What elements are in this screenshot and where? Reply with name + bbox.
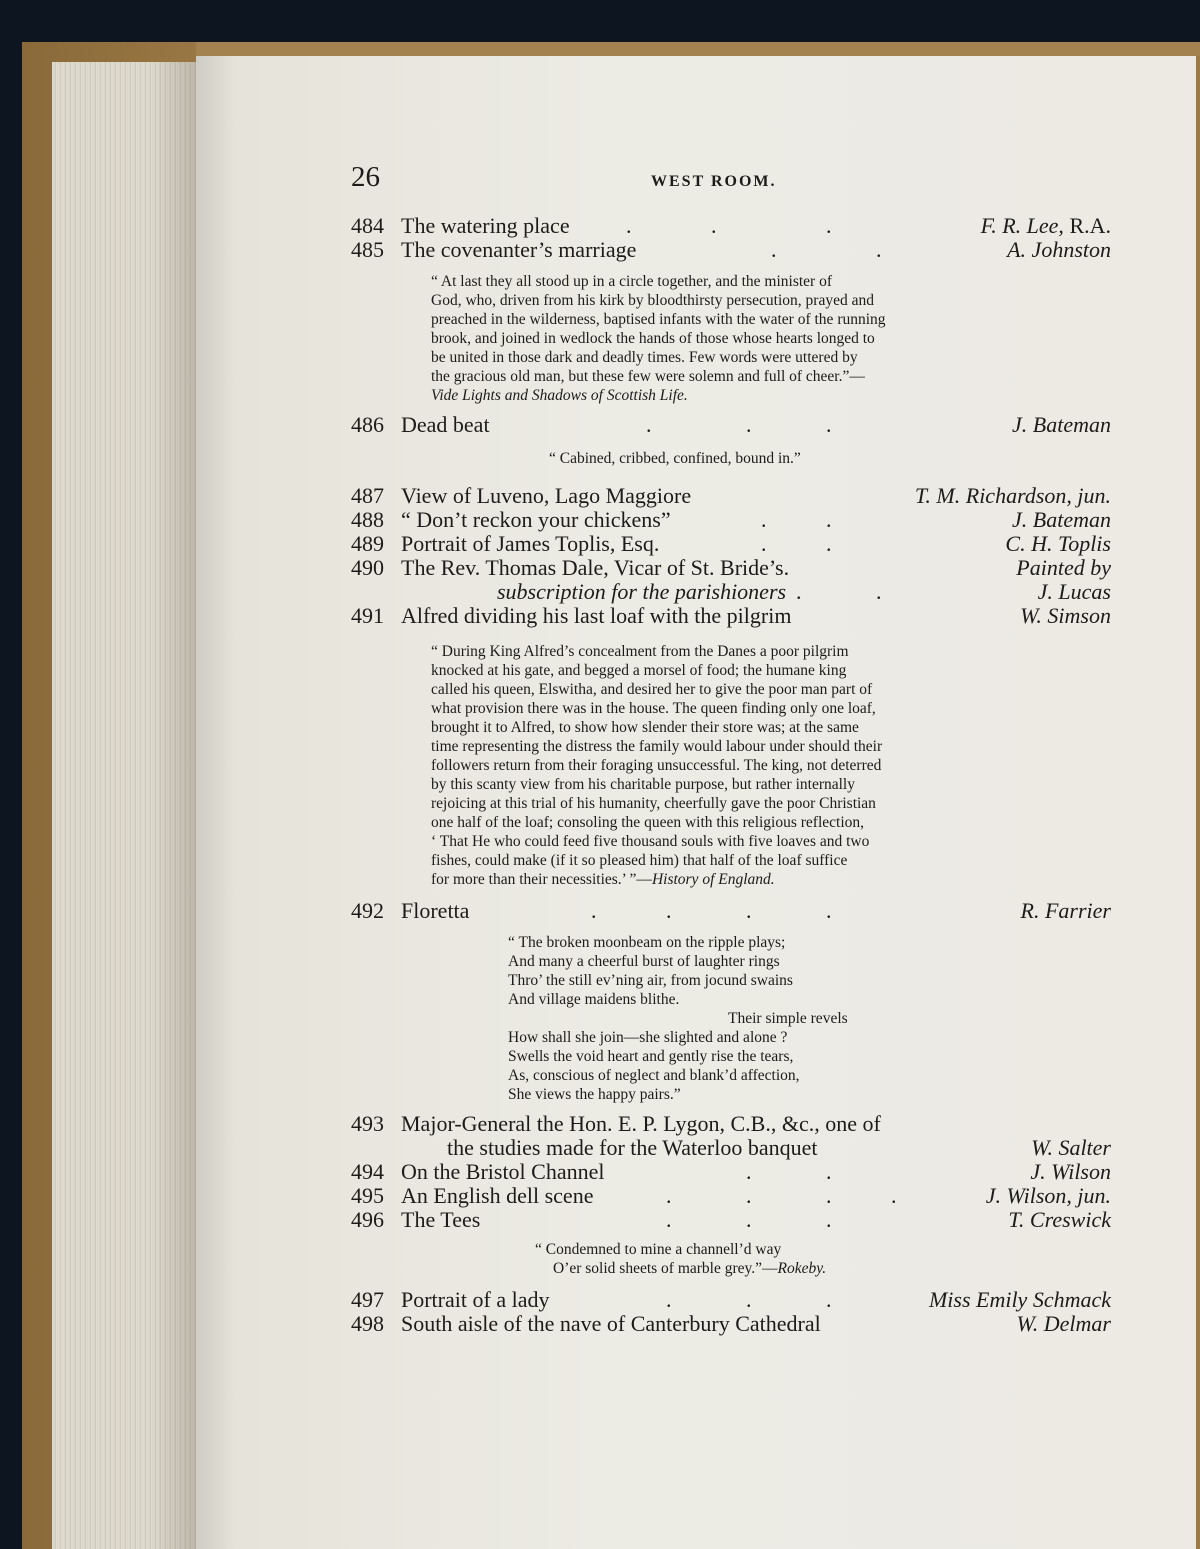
entry-artist: J. Lucas — [1037, 579, 1111, 604]
entry-title: South aisle of the nave of Canterbury Cathedral — [401, 1311, 821, 1336]
entry-493-continued — [351, 1136, 1111, 1160]
entry-number: 488 — [351, 507, 384, 532]
entry-artist: W. Salter — [1031, 1135, 1111, 1160]
quote-485: “ At last they all stood up in a circle together, and the minister of God, who, driven from his kirk by bloodthirsty persecution, prayed and preached in the wilderness, baptised infants with the water of the running brook, and joined in wedlock the hands of those whose hearts longed to be united in those dark and deadly times. Few words were uttered by the gracious old man, but these few were solemn and full of cheer.”— Vide Lights and Shadows of Scottish Life. — [431, 273, 886, 404]
entry-number: 489 — [351, 531, 384, 556]
catalogue-entries — [351, 214, 1111, 1336]
entry-number: 494 — [351, 1159, 384, 1184]
entry-artist: W. Simson — [1020, 603, 1111, 628]
entry-artist: T. Creswick — [1008, 1207, 1111, 1232]
entry-title: View of Luveno, Lago Maggiore — [401, 483, 692, 508]
entry-488: 488 “ Don’t reckon your chickens” . . J. Bateman — [351, 507, 1111, 532]
entry-title: Major-General the Hon. E. P. Lygon, C.B., &c., one of — [401, 1111, 881, 1136]
entry-title: The Rev. Thomas Dale, Vicar of St. Bride’s. — [401, 555, 790, 580]
entry-artist: J. Bateman — [1012, 507, 1111, 532]
entry-number: 487 — [351, 483, 384, 508]
entry-title-continued: subscription for the parishioners — [497, 579, 787, 604]
entry-number: 484 — [351, 213, 384, 238]
entry-496: 496 The Tees . . . T. Creswick — [351, 1207, 1111, 1232]
entry-artist: C. H. Toplis — [1005, 531, 1111, 556]
entry-489: 489 Portrait of James Toplis, Esq. . . C. H. Toplis — [351, 531, 1111, 556]
entry-number: 485 — [351, 237, 384, 262]
quote-492: “ The broken moonbeam on the ripple plays; And many a cheerful burst of laughter rings Thro’ the still ev’ning air, from jocund swains And village maidens blithe. Their simple revels How shall she join—she slighted and alone ? Swells the void heart and gently rise the tears, As, conscious of neglect and blank’d affection, She views the happy pairs.” — [508, 934, 848, 1103]
entry-495: 495 An English dell scene . . . . J. Wilson, jun. — [351, 1183, 1111, 1208]
running-head: WEST ROOM. — [651, 173, 777, 190]
quote-491: “ During King Alfred’s concealment from the Danes a poor pilgrim knocked at his gate, and begged a morsel of food; the humane king called his queen, Elswitha, and desired her to give the poor man part of what provision there was in the house. The queen finding only one loaf, brought it to Alfred, to show how slender their store was; at the same time representing the distress the family would labour under should their followers return from their foraging unsuccessful. The king, not deterred by this scanty view from his charitable purpose, but rather internally rejoicing at this trial of his humanity, cheerfully gave the poor Christian one half of the loaf; consoling the queen with this religious reflection, ‘ That He who could feed five thousand souls with five loaves and two fishes, could make (if it so pleased him) that half of the loaf suffice for more than their necessities.’ ”—History of England. — [431, 643, 883, 888]
entry-490 — [351, 556, 1111, 580]
page-header — [351, 161, 1111, 201]
entry-title: On the Bristol Channel — [401, 1159, 605, 1184]
entry-artist-lead: Painted by — [1016, 555, 1111, 580]
entry-title: “ Don’t reckon your chickens” — [401, 507, 671, 532]
entry-492: 492 Floretta . . . . R. Farrier — [351, 898, 1111, 923]
entry-485: 485 The covenanter’s marriage . . A. Johnston — [351, 237, 1111, 262]
catalogue-page — [196, 56, 1196, 1549]
entry-486: 486 Dead beat . . . J. Bateman — [351, 412, 1111, 437]
quote-496: “ Condemned to mine a channell’d way O’er solid sheets of marble grey.”—Rokeby. — [535, 1241, 827, 1277]
entry-title: The watering place — [401, 213, 570, 238]
entry-number: 497 — [351, 1287, 384, 1312]
entry-artist: Miss Emily Schmack — [928, 1287, 1111, 1312]
entry-title: An English dell scene — [401, 1183, 594, 1208]
page-number: 26 — [351, 161, 380, 193]
entry-title-continued: the studies made for the Waterloo banquet — [447, 1135, 818, 1160]
entry-number: 486 — [351, 412, 384, 437]
entry-number: 496 — [351, 1207, 384, 1232]
entry-artist: A. Johnston — [1007, 237, 1111, 262]
entry-number: 498 — [351, 1311, 384, 1336]
entry-number: 491 — [351, 603, 384, 628]
entry-artist: J. Bateman — [1012, 412, 1111, 437]
entry-497: 497 Portrait of a lady . . . Miss Emily Schmack — [351, 1287, 1111, 1312]
entry-number: 490 — [351, 555, 384, 580]
entry-title: The Tees — [401, 1207, 481, 1232]
entry-490-continued: subscription for the parishioners . . J. Lucas — [497, 579, 1111, 604]
entry-artist: J. Wilson — [1030, 1159, 1111, 1184]
entry-487 — [351, 484, 1111, 508]
entry-title: Portrait of James Toplis, Esq. — [401, 531, 660, 556]
entry-493 — [351, 1112, 1111, 1136]
entry-484: 484 The watering place . . . F. R. Lee, R.A. — [351, 213, 1111, 238]
entry-494: 494 On the Bristol Channel . . J. Wilson — [351, 1159, 1111, 1184]
entry-number: 492 — [351, 898, 384, 923]
entry-title: Portrait of a lady — [401, 1287, 550, 1312]
entry-491 — [351, 604, 1111, 628]
entry-artist: W. Delmar — [1016, 1311, 1111, 1336]
entry-number: 493 — [351, 1111, 384, 1136]
cover-top-edge — [196, 42, 1200, 56]
entry-artist: R. Farrier — [1020, 898, 1111, 923]
entry-artist: J. Wilson, jun. — [985, 1183, 1111, 1208]
entry-artist: T. M. Richardson, jun. — [914, 483, 1111, 508]
quote-486: “ Cabined, cribbed, confined, bound in.” — [549, 450, 801, 467]
entry-artist: F. R. Lee, R.A. — [980, 213, 1111, 238]
entry-number: 495 — [351, 1183, 384, 1208]
entry-title: Alfred dividing his last loaf with the pilgrim — [401, 603, 792, 628]
entry-title: The covenanter’s marriage — [401, 237, 637, 262]
entry-498 — [351, 1312, 1111, 1336]
entry-title: Floretta — [401, 898, 470, 923]
entry-title: Dead beat — [401, 412, 490, 437]
